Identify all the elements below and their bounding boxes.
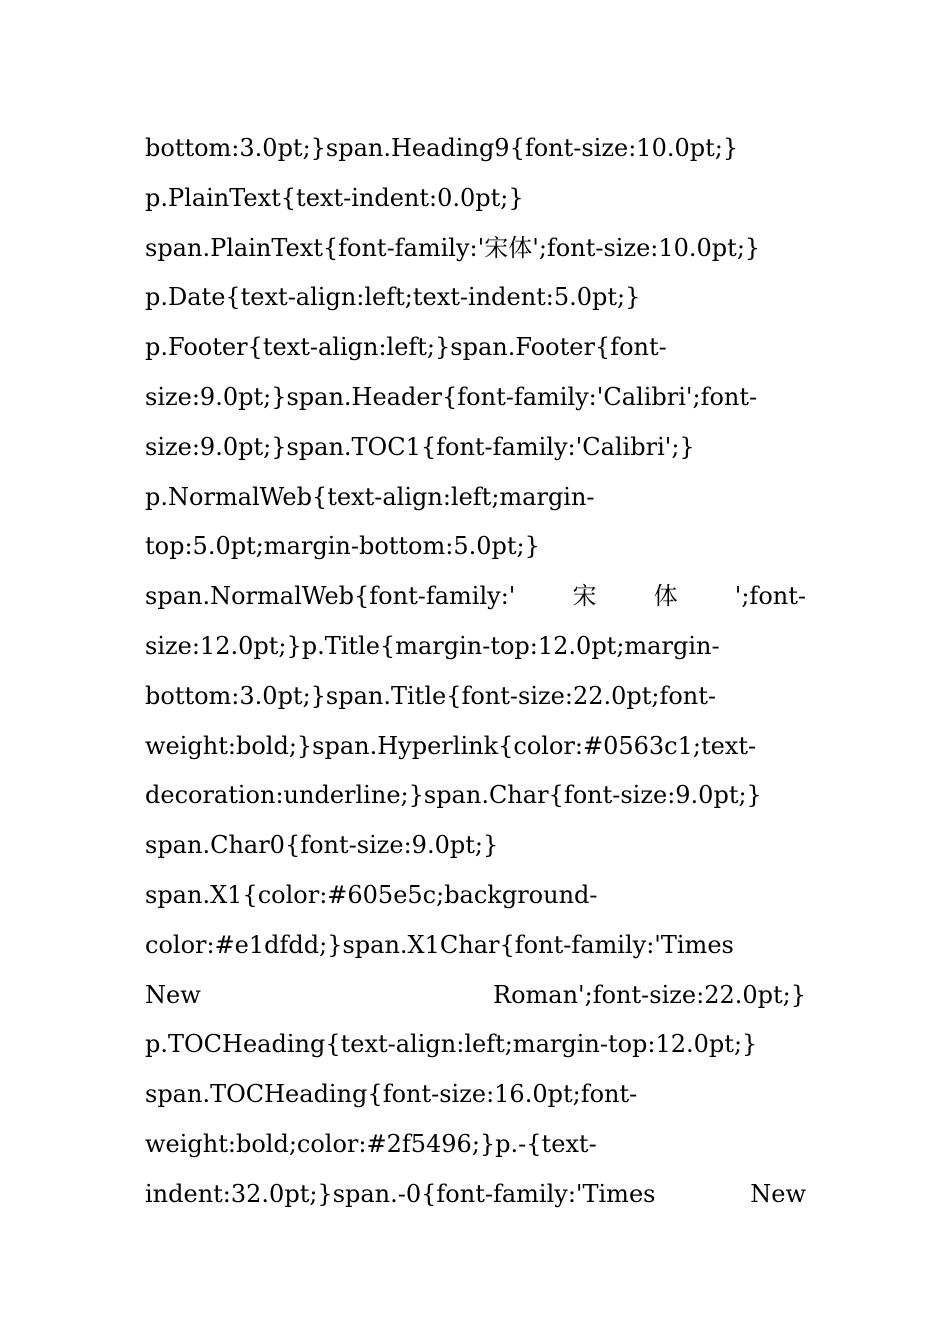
text-line: bottom:3.0pt;}span.Title{font-size:22.0pt;font- <box>145 681 717 710</box>
text-line: span.TOCHeading{font-size:16.0pt;font- <box>145 1080 638 1109</box>
text-line: p.Footer{text-align:left;}span.Footer{font- <box>145 333 667 362</box>
text-fragment: New <box>750 1179 806 1208</box>
text-line: p.PlainText{text-indent:0.0pt;} <box>145 183 524 212</box>
text-line: top:5.0pt;margin-bottom:5.0pt;} <box>145 532 540 561</box>
text-line: size:9.0pt;}span.Header{font-family:'Calibri';font- <box>145 382 758 411</box>
text-fragment: span.NormalWeb{font-family:' <box>145 582 516 611</box>
text-line: bottom:3.0pt;}span.Heading9{font-size:10.0pt;} <box>145 134 739 162</box>
text-line: weight:bold;}span.Hyperlink{color:#0563c1;text- <box>145 731 757 760</box>
document-text-body <box>145 124 806 1220</box>
text-fragment: New <box>145 980 201 1009</box>
text-line: weight:bold;color:#2f5496;}p.-{text- <box>145 1129 597 1158</box>
text-line: size:9.0pt;}span.TOC1{font-family:'Calibri';} <box>145 432 695 461</box>
justified-text-line <box>145 971 806 1021</box>
text-line: span.Char0{font-size:9.0pt;} <box>145 831 499 860</box>
text-fragment: indent:32.0pt;}span.-0{font-family:'Times <box>145 1179 656 1208</box>
text-line: span.PlainText{font-family:'宋体';font-size:10.0pt;} <box>145 233 761 262</box>
text-line: size:12.0pt;}p.Title{margin-top:12.0pt;margin- <box>145 631 720 660</box>
text-line: decoration:underline;}span.Char{font-size:9.0pt;} <box>145 781 762 810</box>
text-fragment: 体 <box>653 582 678 611</box>
justified-text-line <box>145 1170 806 1220</box>
text-fragment: Roman';font-size:22.0pt;} <box>493 980 806 1009</box>
justified-text-line <box>145 572 806 622</box>
text-line: p.NormalWeb{text-align:left;margin- <box>145 482 595 511</box>
text-line: p.Date{text-align:left;text-indent:5.0pt;} <box>145 283 641 312</box>
text-line: p.TOCHeading{text-align:left;margin-top:12.0pt;} <box>145 1030 758 1059</box>
text-line: span.X1{color:#605e5c;background- <box>145 880 598 909</box>
text-line: color:#e1dfdd;}span.X1Char{font-family:'Times <box>145 930 734 959</box>
text-fragment: ';font- <box>734 582 806 611</box>
text-fragment: 宋 <box>572 582 597 611</box>
